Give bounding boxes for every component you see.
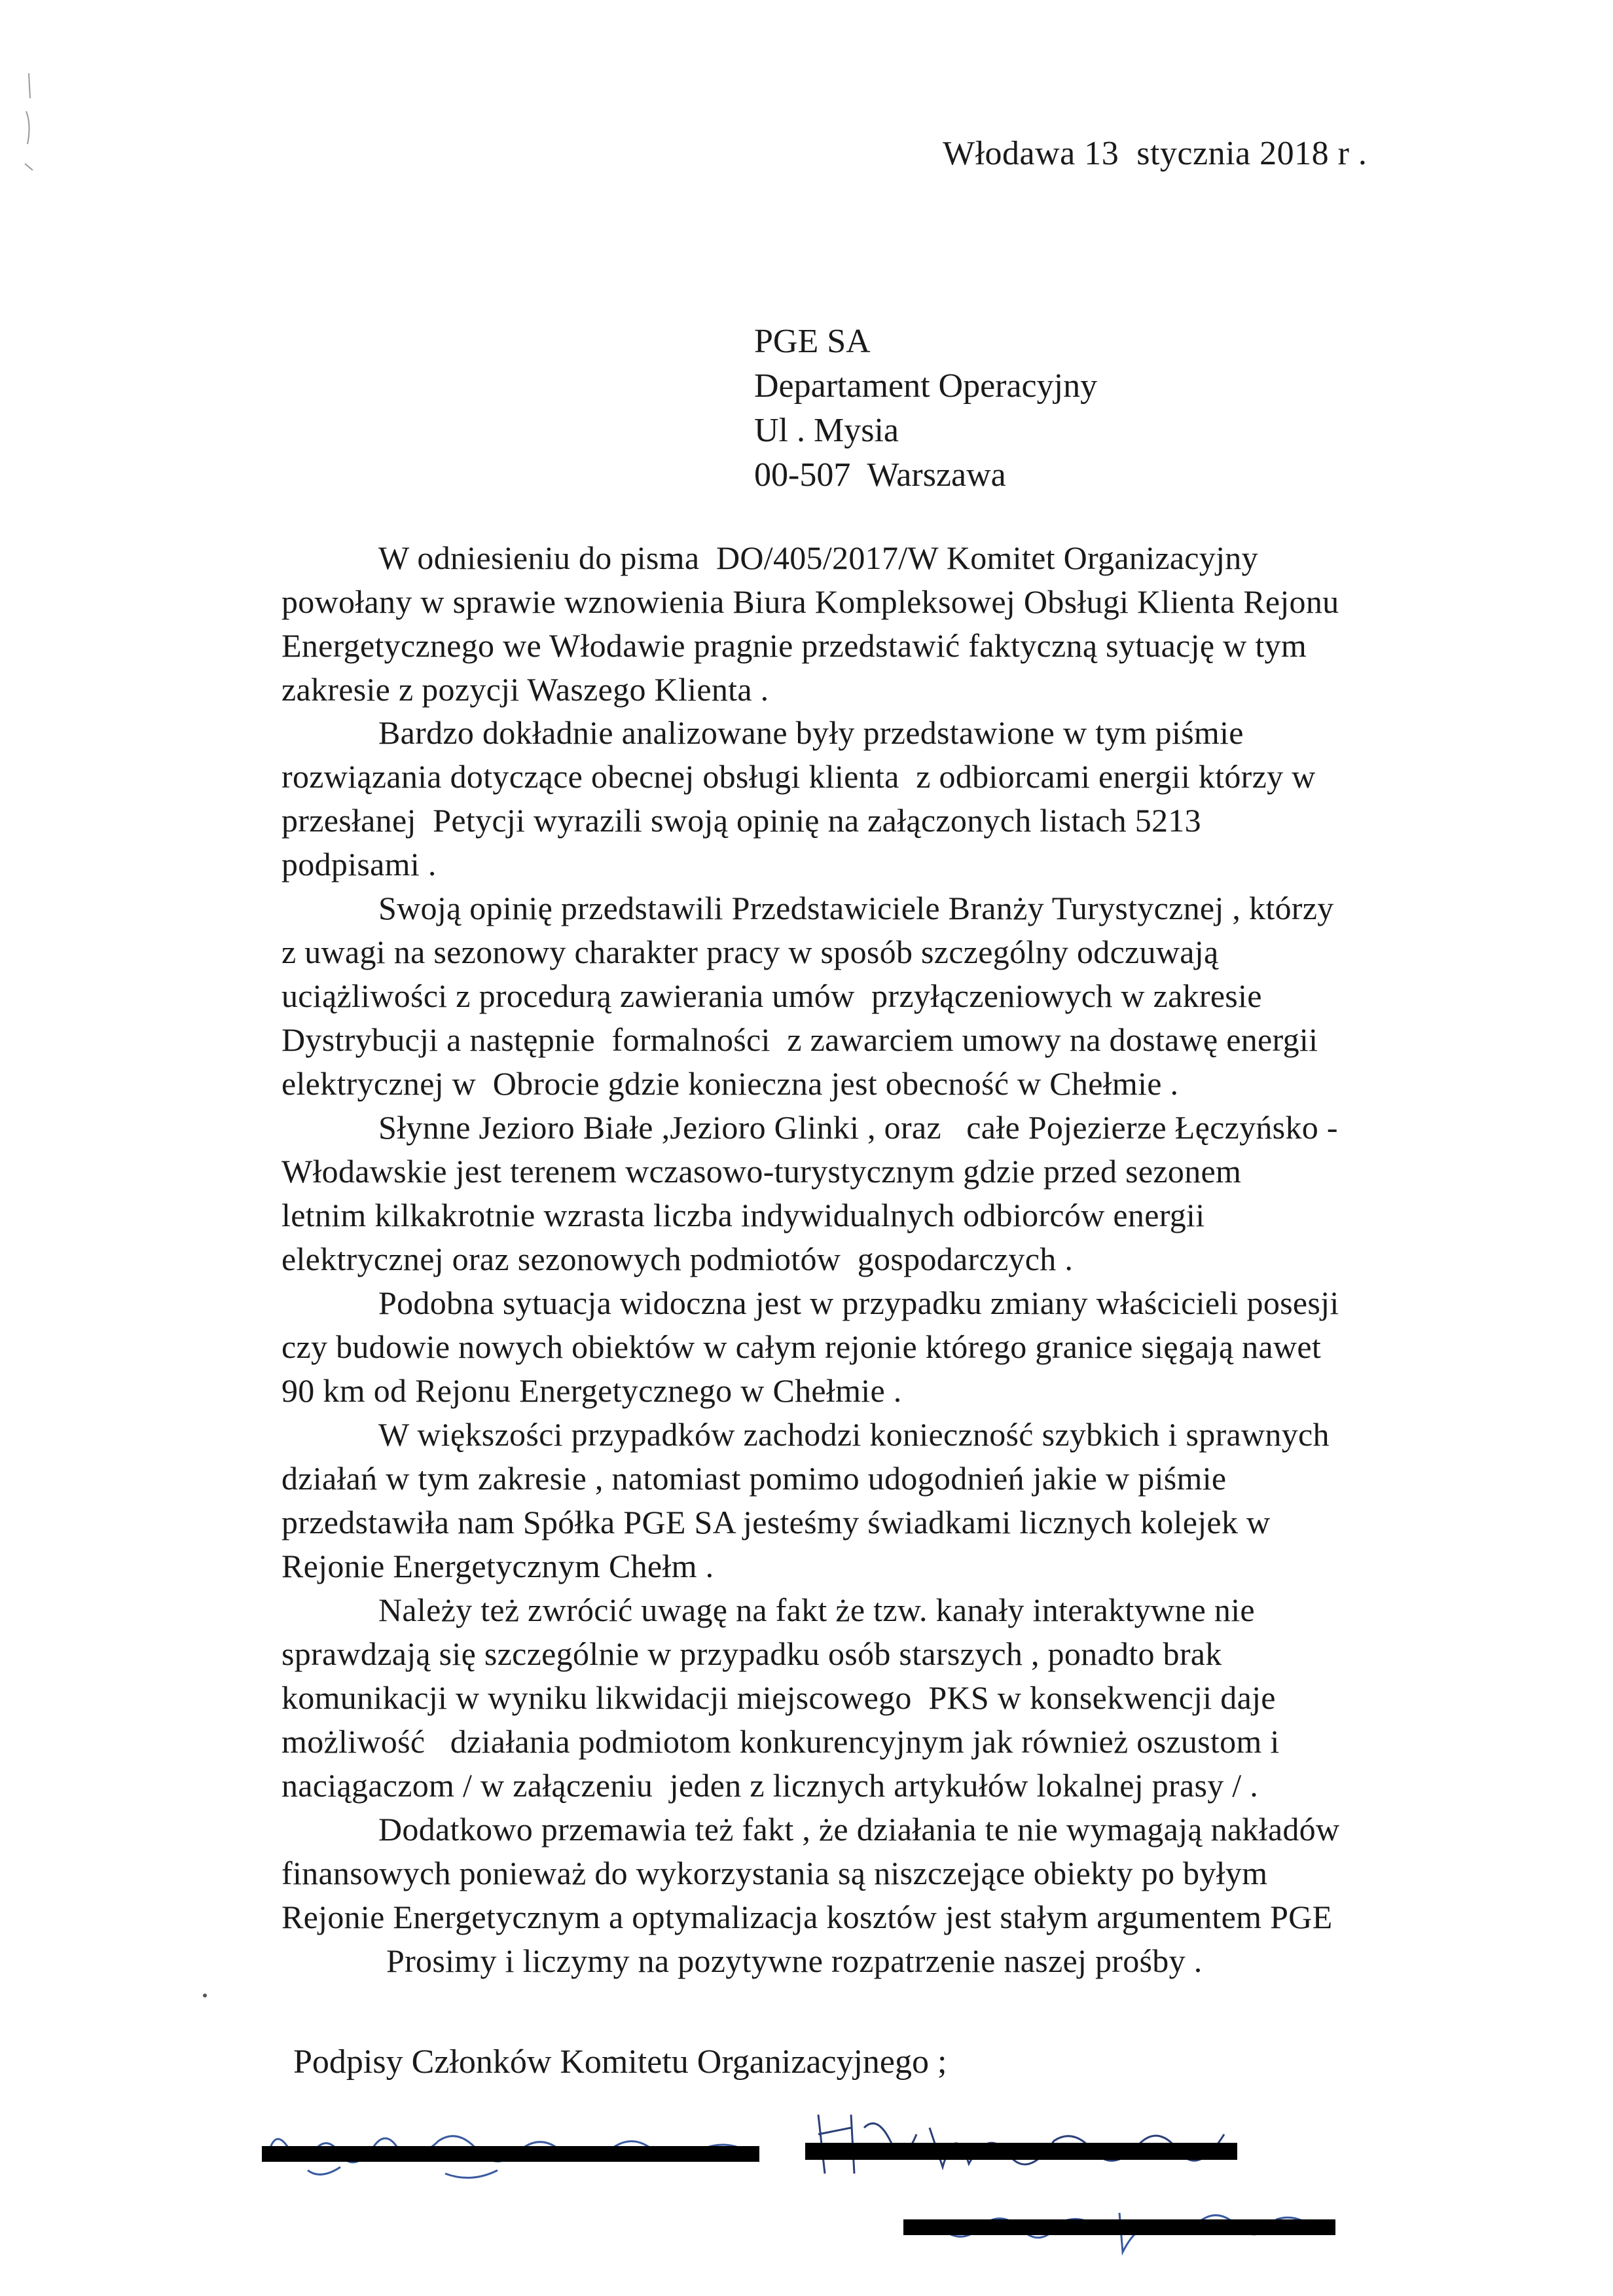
body-line: Dodatkowo przemawia też fakt , że działania te nie wymagają nakładów [378,1811,1340,1848]
letter-date: Włodawa 13 stycznia 2018 r . [943,135,1368,172]
recipient-line: 00-507 Warszawa [754,456,1006,494]
body-line: 90 km od Rejonu Energetycznego w Chełmie . [281,1372,902,1409]
body-line: Energetycznego we Włodawie pragnie przedstawić faktyczną sytuację w tym [281,627,1307,664]
body-line: Należy też zwrócić uwagę na fakt że tzw. kanały interaktywne nie [378,1592,1255,1628]
recipient-line: Ul . Mysia [754,412,899,449]
recipient-line: Departament Operacyjny [754,367,1098,405]
signatures-block [249,2088,1362,2285]
body-line: powołany w sprawie wznowienia Biura Kompleksowej Obsługi Klienta Rejonu [281,583,1339,620]
body-line: Podobna sytuacja widoczna jest w przypadku zmiany właścicieli posesji [378,1285,1339,1321]
body-line: możliwość działania podmiotom konkurencyjnym jak również oszustom i [281,1723,1280,1760]
body-line: elektrycznej oraz sezonowych podmiotów gospodarczych . [281,1241,1074,1277]
redaction-bar-1 [262,2146,759,2162]
recipient-address [754,319,1097,498]
body-line: W większości przypadków zachodzi konieczność szybkich i sprawnych [378,1416,1330,1453]
body-line: działań w tym zakresie , natomiast pomimo udogodnień jakie w piśmie [281,1460,1227,1497]
body-line: komunikacji w wyniku likwidacji miejscowego PKS w konsekwencji daje [281,1679,1276,1716]
body-line: Rejonie Energetycznym a optymalizacja kosztów jest stałym argumentem PGE [281,1899,1333,1935]
margin-scribble [20,72,39,203]
body-line: W odniesieniu do pisma DO/405/2017/W Komitet Organizacyjny [378,539,1258,576]
signatures-drawing [249,2088,1362,2285]
signatures-label: Podpisy Członków Komitetu Organizacyjnego ; [293,2043,947,2081]
body-line: naciągaczom / w załączeniu jeden z licznych artykułów lokalnej prasy / . [281,1767,1259,1804]
redaction-bar-3 [903,2219,1335,2235]
body-line: finansowych ponieważ do wykorzystania są niszczejące obiekty po byłym [281,1855,1268,1891]
body-line: Swoją opinię przedstawili Przedstawiciele Branży Turystycznej , którzy [378,890,1334,926]
body-line: uciążliwości z procedurą zawierania umów przyłączeniowych w zakresie [281,977,1262,1014]
body-line: zakresie z pozycji Waszego Klienta . [281,671,769,708]
redaction-bar-2 [805,2143,1237,2160]
body-line: podpisami . [281,846,437,883]
body-line: elektrycznej w Obrocie gdzie konieczna jest obecność w Chełmie . [281,1065,1179,1102]
body-line: letnim kilkakrotnie wzrasta liczba indywidualnych odbiorców energii [281,1197,1205,1233]
body-line: przesłanej Petycji wyrazili swoją opinię na załączonych listach 5213 [281,802,1201,839]
body-line: sprawdzają się szczególnie w przypadku osób starszych , ponadto brak [281,1635,1222,1672]
body-line: Włodawskie jest terenem wczasowo-turystycznym gdzie przed sezonem [281,1153,1242,1190]
stray-dot [203,1994,207,1997]
body-line: czy budowie nowych obiektów w całym rejonie którego granice sięgają nawet [281,1328,1322,1365]
body-line: Bardzo dokładnie analizowane były przedstawione w tym piśmie [378,714,1244,751]
body-line: rozwiązania dotyczące obecnej obsługi klienta z odbiorcami energii którzy w [281,758,1316,795]
recipient-line: PGE SA [754,323,871,360]
body-line: Rejonie Energetycznym Chełm . [281,1548,714,1584]
body-line: Prosimy i liczymy na pozytywne rozpatrzenie naszej prośby . [386,1942,1203,1979]
body-line: Dystrybucji a następnie formalności z zawarciem umowy na dostawę energii [281,1021,1318,1058]
body-line: z uwagi na sezonowy charakter pracy w sposób szczególny odczuwają [281,934,1219,970]
body-line: przedstawiła nam Spółka PGE SA jesteśmy świadkami licznych kolejek w [281,1504,1271,1540]
body-line: Słynne Jezioro Białe ,Jezioro Glinki , oraz całe Pojezierze Łęczyńsko - [378,1109,1338,1146]
